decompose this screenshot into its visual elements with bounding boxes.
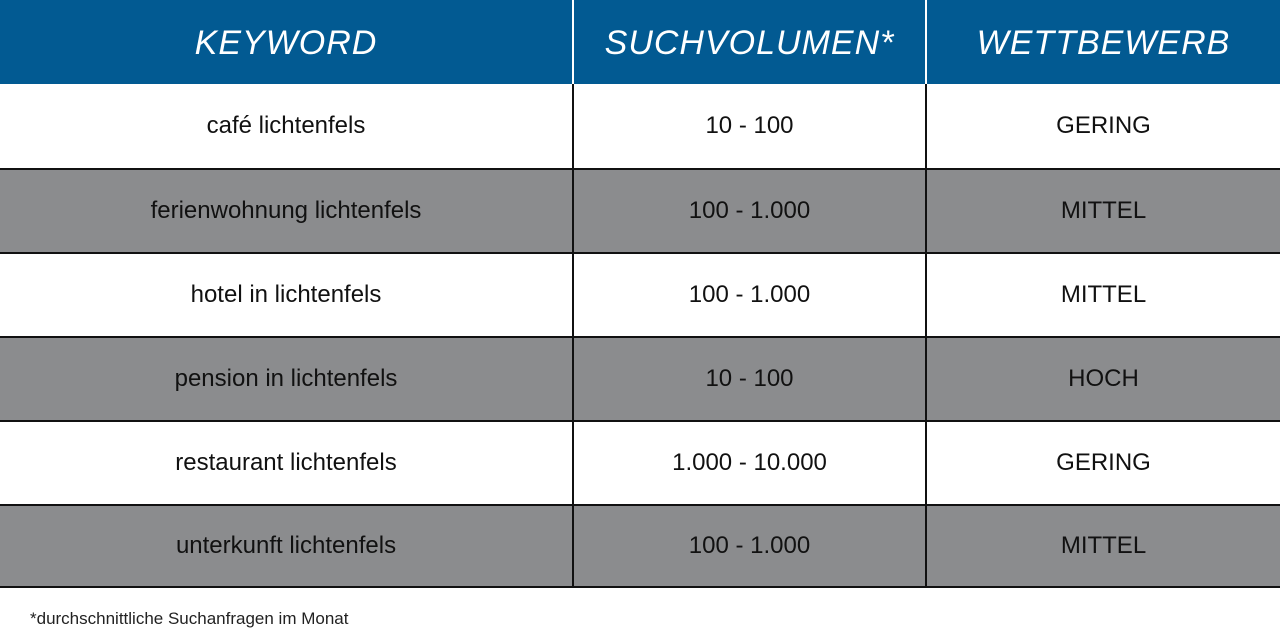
- volume-cell: 100 - 1.000: [574, 170, 927, 252]
- competition-cell: GERING: [1056, 449, 1151, 476]
- volume-cell: 10 - 100: [574, 338, 927, 420]
- keyword-cell: restaurant lichtenfels: [0, 422, 574, 504]
- header-keyword: KEYWORD: [0, 0, 574, 84]
- competition-cell: MITTEL: [1060, 197, 1147, 224]
- header-competition: WETTBEWERB: [976, 23, 1231, 62]
- table-row: [0, 84, 1280, 168]
- competition-cell: MITTEL: [1060, 532, 1147, 559]
- keyword-cell: café lichtenfels: [0, 84, 574, 168]
- header-search-volume: SUCHVOLUMEN*: [574, 0, 927, 84]
- volume-cell: 1.000 - 10.000: [574, 422, 927, 504]
- table-row: [0, 336, 1280, 420]
- table-header-row: [0, 0, 1280, 84]
- table-row: [0, 252, 1280, 336]
- volume-cell: 100 - 1.000: [574, 254, 927, 336]
- footnote: *durchschnittliche Suchanfragen im Monat: [30, 609, 349, 628]
- keyword-cell: unterkunft lichtenfels: [0, 506, 574, 586]
- table-row: [0, 420, 1280, 504]
- keyword-cell: hotel in lichtenfels: [0, 254, 574, 336]
- table-row: [0, 504, 1280, 588]
- competition-cell: HOCH: [1068, 365, 1139, 392]
- competition-cell: GERING: [1056, 112, 1151, 139]
- volume-cell: 10 - 100: [574, 84, 927, 168]
- keyword-cell: pension in lichtenfels: [0, 338, 574, 420]
- competition-cell: MITTEL: [1060, 281, 1147, 308]
- volume-cell: 100 - 1.000: [574, 506, 927, 586]
- table-row: [0, 168, 1280, 252]
- keyword-cell: ferienwohnung lichtenfels: [0, 170, 574, 252]
